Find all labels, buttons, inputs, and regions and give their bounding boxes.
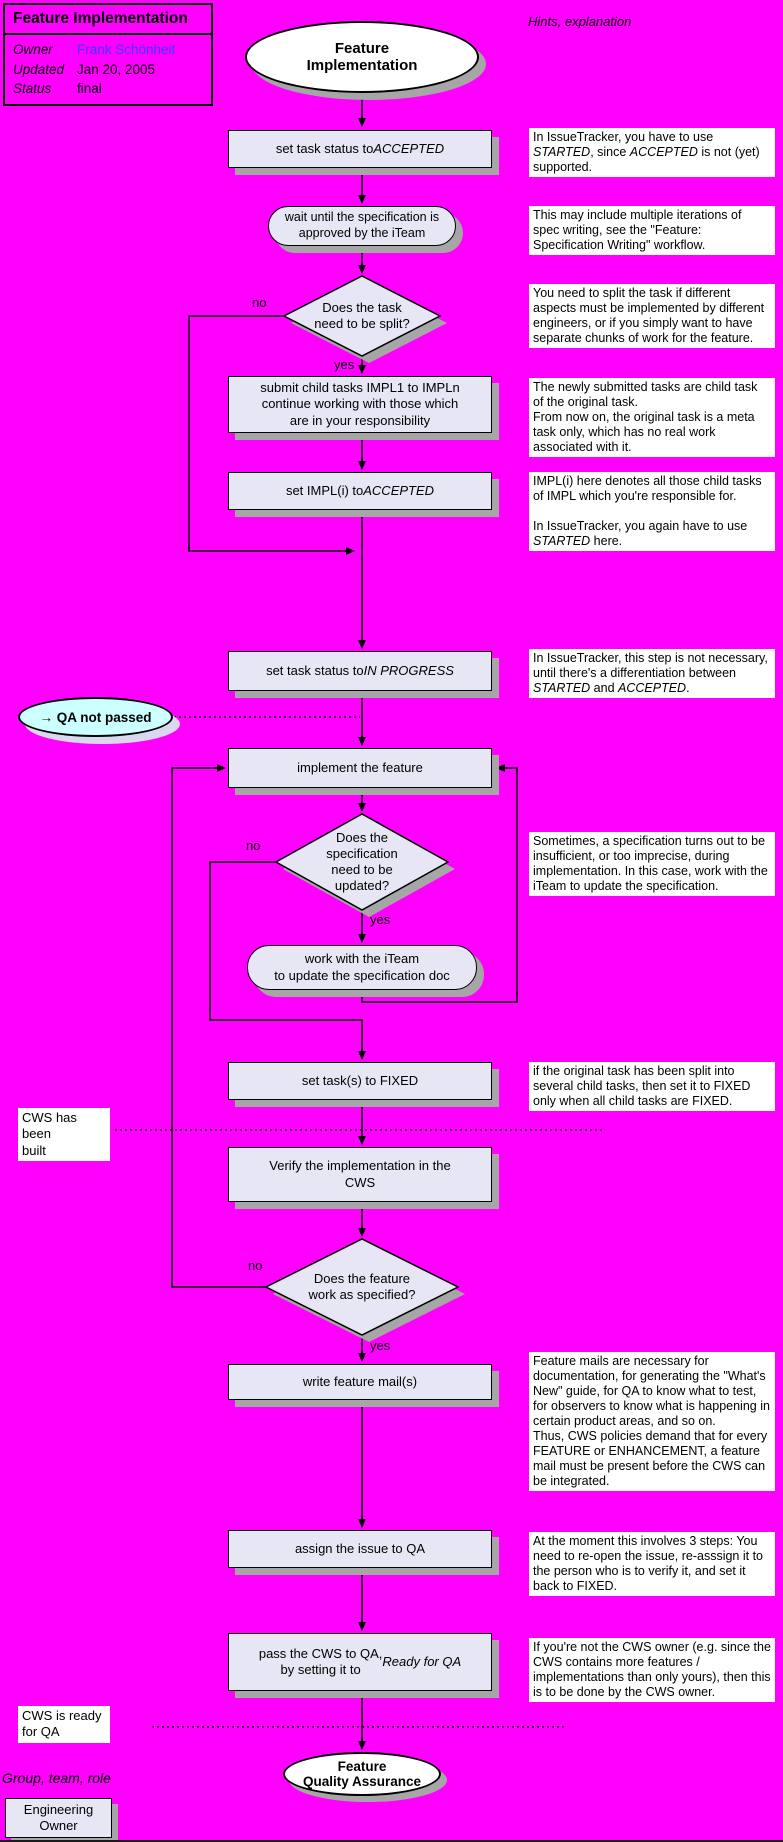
step-set-accepted: set task status to ACCEPTED [228,130,492,168]
hint-feature-mails: Feature mails are necessary for documentation, for generating the "What's New" guide, for QA to know what to test, for observers to know what is happening in certain product areas, and so on. Thus, CWS policies demand that for every FEATURE or ENHANCEMENT, a feature mail must be present before the CWS can be integrated. [529,1352,775,1491]
step-set-impl-accepted: set IMPL(i) to ACCEPTED [228,472,492,510]
qa-not-passed-connector: → QA not passed [18,697,173,737]
meta-row-status [13,79,203,99]
owner-label: Owner [13,42,53,57]
step-verify-cws: Verify the implementation in the CWS [228,1147,492,1202]
split-no-label: no [252,295,267,310]
spec-update-decision-text: Does the specification need to be updated? [326,830,398,893]
updated-value: Jan 20, 2005 [77,61,156,77]
start-terminal: Feature Implementation [245,21,479,93]
hint-pass-cws: If you're not the CWS owner (e.g. since the CWS contains more features / implementations than only yours), then this is to be done by the CWS owner. [529,1638,775,1702]
hint-accepted: In IssueTracker, you have to use STARTED, since ACCEPTED is not (yet) supported. [529,128,775,177]
step-wait-spec-approved: wait until the specification is approved by the iTeam [268,206,456,246]
hint-impl-denotes: IMPL(i) here denotes all those child tasks of IMPL which you're responsible for. In IssueTracker, you again have to use STARTED here. [529,472,775,551]
label-cws-ready: CWS is ready for QA [18,1706,110,1743]
updated-label: Updated [13,61,65,77]
step-implement-feature: implement the feature [228,748,492,788]
works-no-label: no [248,1258,263,1273]
spec-update-no-label: no [246,838,261,853]
split-yes-label: yes [334,357,355,372]
hint-assign: At the moment this involves 3 steps: You need to re-open the issue, re-asssign it to the person who is to verify it, and set it back to FIXED. [529,1532,775,1596]
label-cws-built: CWS has been built [18,1108,110,1161]
step-write-feature-mails: write feature mail(s) [228,1364,492,1400]
step-submit-child-tasks: submit child tasks IMPL1 to IMPLn continue working with those which are in your responsibility [228,376,492,433]
spec-update-yes-label: yes [370,912,391,927]
hint-spec-update: Sometimes, a specification turns out to be insufficient, or too imprecise, during implementation. In this case, work with the iTeam to update the specification. [529,832,775,896]
title-box [3,3,213,106]
end-terminal: Feature Quality Assurance [283,1752,441,1796]
meta-row-owner [13,40,203,60]
meta-row-updated [13,60,203,80]
works-yes-label: yes [370,1338,391,1353]
hint-child-tasks: The newly submitted tasks are child task of the original task. From now on, the original task is a meta task only, which has no real work associated with it. [529,378,775,457]
split-decision-text: Does the task need to be split? [314,300,410,331]
role-box-engineering-owner: Engineering Owner [5,1798,112,1838]
title-meta [5,35,211,104]
step-assign-issue-qa: assign the issue to QA [228,1530,492,1568]
works-decision-text: Does the feature work as specified? [308,1271,416,1302]
status-label: Status [13,81,52,97]
step-update-spec-doc: work with the iTeam to update the specification doc [247,945,477,990]
hints-caption: Hints, explanation [528,14,632,29]
step-pass-cws-to-qa: pass the CWS to QA, by setting it to Ready for QA [228,1633,492,1691]
page-title: Feature Implementation [5,5,211,35]
status-value: final [77,81,102,97]
hint-in-progress: In IssueTracker, this step is not necessary, until there's a differentiation between STARTED and ACCEPTED. [529,649,775,698]
owner-link[interactable]: Frank Schönheit [77,42,176,57]
step-set-fixed: set task(s) to FIXED [228,1062,492,1100]
group-team-role-caption: Group, team, role [2,1770,111,1786]
hint-fixed: if the original task has been split into several child tasks, then set it to FIXED only when all child tasks are FIXED. [529,1062,775,1111]
step-set-in-progress: set task status to IN PROGRESS [228,651,492,691]
hint-split: You need to split the task if different aspects must be implemented by different engineers, or if you simply want to have separate chunks of work for the feature. [529,284,775,348]
hint-spec-iterations: This may include multiple iterations of spec writing, see the "Feature: Specification Writing" workflow. [529,206,775,255]
